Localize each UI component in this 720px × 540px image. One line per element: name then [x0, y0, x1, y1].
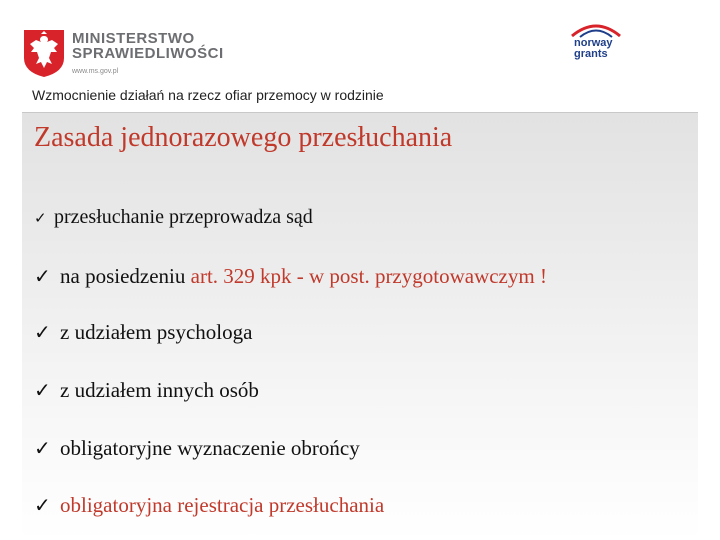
check-icon: ✓	[34, 495, 51, 517]
check-icon: ✓	[34, 380, 51, 402]
check-icon: ✓	[34, 322, 51, 344]
ministry-logo	[22, 28, 222, 82]
bullet-item	[34, 436, 360, 461]
header-subtitle: Wzmocnienie działań na rzecz ofiar przemocy w rodzinie	[32, 87, 384, 103]
bullet-text-highlight: art. 329 kpk - w post. przygotowawczym !	[190, 264, 547, 288]
ministry-url: www.ms.gov.pl	[72, 68, 119, 75]
check-icon: ✓	[34, 438, 51, 460]
bullet-text: z udziałem innych osób	[60, 378, 259, 402]
ministry-name-line1: MINISTERSTWO	[72, 30, 195, 47]
bullet-item	[34, 264, 547, 289]
polish-eagle-icon	[22, 28, 66, 78]
slide-header	[0, 0, 720, 112]
norway-grants-line1: norway	[574, 37, 613, 49]
bullet-text: przesłuchanie przeprowadza sąd	[54, 206, 313, 228]
slide-title: Zasada jednorazowego przesłuchania	[34, 122, 453, 153]
bullet-item	[34, 320, 252, 345]
bullet-item	[34, 378, 259, 403]
bullet-item	[34, 493, 384, 518]
bullet-text-highlight: obligatoryjna rejestracja przesłuchania	[60, 493, 385, 517]
ministry-name-line2: SPRAWIEDLIWOŚCI	[72, 45, 224, 62]
bullet-text: z udziałem psychologa	[60, 320, 253, 344]
norway-grants-line2: grants	[574, 48, 608, 60]
bullet-text: obligatoryjne wyznaczenie obrońcy	[60, 436, 360, 460]
bullet-text: na posiedzeniu	[60, 264, 191, 288]
check-icon: ✓	[34, 266, 51, 288]
check-icon: ✓	[34, 211, 47, 227]
bullet-item	[34, 206, 313, 229]
norway-grants-logo	[566, 20, 626, 70]
